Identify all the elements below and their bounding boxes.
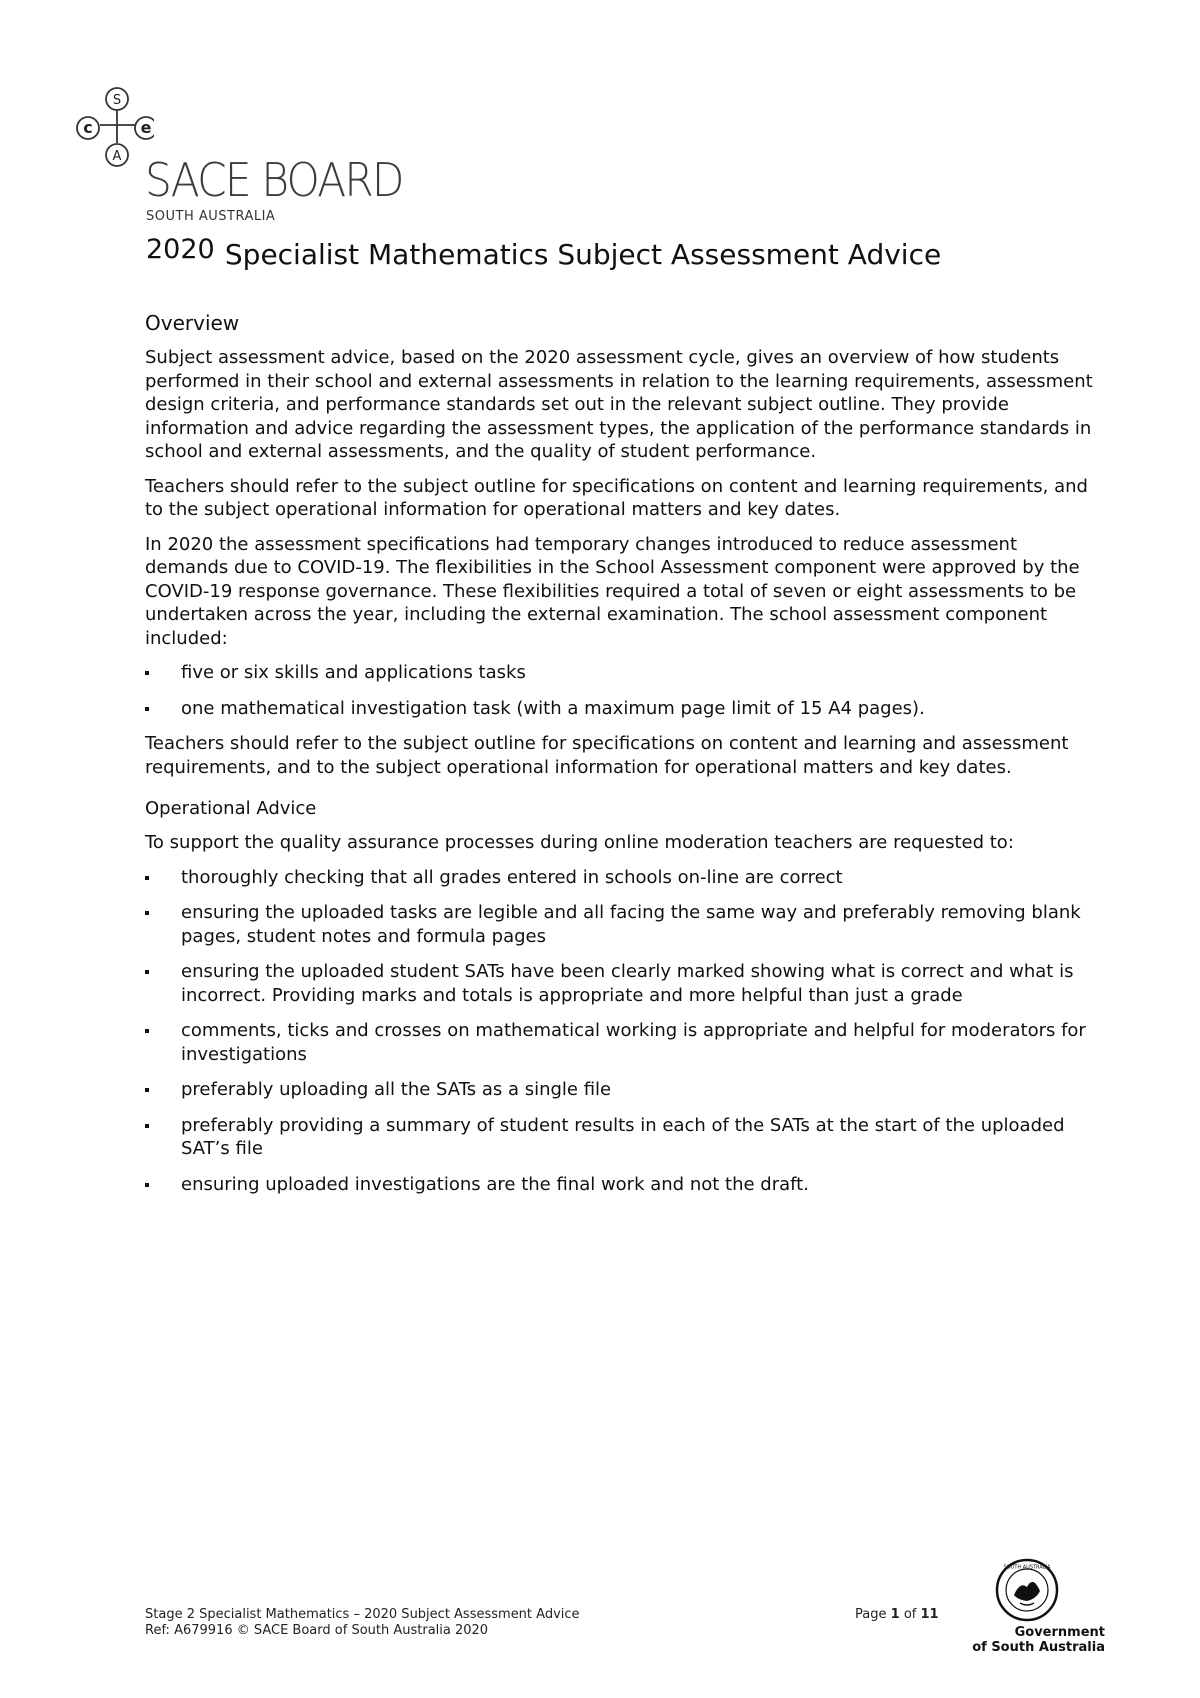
list-item [145, 866, 1105, 890]
list-item-text: ensuring the uploaded student SATs have been clearly marked showing what is correct and what is incorrect. Providing marks and totals is appropriate and more helpful than just a grade [181, 961, 1074, 1006]
bullet-icon [145, 970, 149, 974]
org-name: SACE BOARD [145, 153, 403, 207]
logo-letter-a: A [112, 149, 122, 164]
list-item [145, 960, 1105, 1007]
bullet-icon [145, 876, 149, 880]
footer-line-1: Stage 2 Specialist Mathematics – 2020 Subject Assessment Advice [145, 1607, 580, 1622]
page-total: 11 [920, 1607, 939, 1622]
list-item-text: five or six skills and applications tasks [181, 662, 526, 683]
overview-heading: Overview [145, 311, 240, 335]
bullet-icon [145, 1029, 149, 1033]
government-line-1: Government [1014, 1625, 1105, 1640]
document-body [145, 310, 1105, 1208]
list-item-text: one mathematical investigation task (with a maximum page limit of 15 A4 pages). [181, 697, 925, 719]
overview-closing-paragraph: Teachers should refer to the subject outline for specifications on content and learning and assessment requirements, and to the subject operational information for operational matters and key dates. [145, 733, 1069, 778]
footer-line-2: Ref: A679916 © SACE Board of South Australia 2020 [145, 1623, 489, 1638]
page-title [146, 234, 941, 272]
list-item [145, 901, 1105, 948]
operational-intro: To support the quality assurance processes during online moderation teachers are requested to: [145, 832, 1014, 853]
operational-heading: Operational Advice [145, 798, 317, 819]
bullet-icon [145, 1124, 149, 1128]
government-text [972, 1625, 1105, 1655]
crest-text: SOUTH AUSTRALIA [1003, 1564, 1051, 1571]
page-current: 1 [890, 1607, 900, 1622]
list-item-text: thoroughly checking that all grades entered in schools on-line are correct [181, 866, 843, 888]
bullet-icon [145, 1088, 149, 1092]
list-item [145, 1019, 1105, 1066]
list-item-text: preferably uploading all the SATs as a single file [181, 1079, 612, 1100]
page-number [855, 1607, 939, 1622]
bullet-icon [145, 1183, 149, 1187]
operational-list [145, 866, 1105, 1197]
list-item [145, 1078, 1105, 1102]
sace-logo-icon [64, 80, 154, 170]
list-item-text: ensuring the uploaded tasks are legible and all facing the same way and preferably removing blank pages, student notes and formula pages [181, 902, 1081, 947]
page-word: Page [855, 1607, 887, 1622]
bullet-icon [145, 671, 149, 675]
title-text: Specialist Mathematics Subject Assessment Advice [224, 238, 942, 271]
sace-logo [64, 80, 154, 170]
list-item [145, 697, 1105, 721]
page-of: of [903, 1607, 917, 1622]
list-item [145, 1114, 1105, 1161]
bullet-icon [145, 707, 149, 711]
logo-letter-s: S [112, 93, 122, 108]
title-year: 2020 [146, 234, 215, 265]
logo-letter-e: e [140, 118, 152, 137]
overview-paragraph: Subject assessment advice, based on the 2020 assessment cycle, gives an overview of how students performed in their school and external assessments in relation to the learning requirements, assessment design criteria, and performance standards set out in the relevant subject outline. They provide information and advice regarding the assessment types, the application of the performance standards in school and external assessments, and the quality of student performance. [145, 347, 1093, 462]
overview-paragraph: Teachers should refer to the subject outline for specifications on content and learning requirements, and to the subject operational information for operational matters and key dates. [145, 475, 1088, 520]
list-item-text: comments, ticks and crosses on mathematical working is appropriate and helpful for moderators for investigations [181, 1020, 1086, 1065]
org-subtitle: SOUTH AUSTRALIA [146, 209, 276, 224]
logo-letter-c: c [83, 118, 93, 137]
list-item-text: preferably providing a summary of student results in each of the SATs at the start of the uploaded SAT’s file [181, 1114, 1065, 1159]
list-item [145, 1173, 1105, 1197]
list-item-text: ensuring uploaded investigations are the final work and not the draft. [181, 1173, 809, 1195]
footer-reference [145, 1607, 580, 1639]
bullet-icon [145, 911, 149, 915]
list-item [145, 661, 1105, 685]
state-crest-icon [992, 1555, 1062, 1625]
government-line-2: of South Australia [972, 1640, 1105, 1655]
school-assessment-list [145, 661, 1105, 720]
overview-paragraph: In 2020 the assessment specifications had temporary changes introduced to reduce assessment demands due to COVID-19. The flexibilities in the School Assessment component were approved by the COVID-19 response governance. These flexibilities required a total of seven or eight assessments to be undertaken across the year, including the external examination. The school assessment component included: [145, 533, 1080, 649]
